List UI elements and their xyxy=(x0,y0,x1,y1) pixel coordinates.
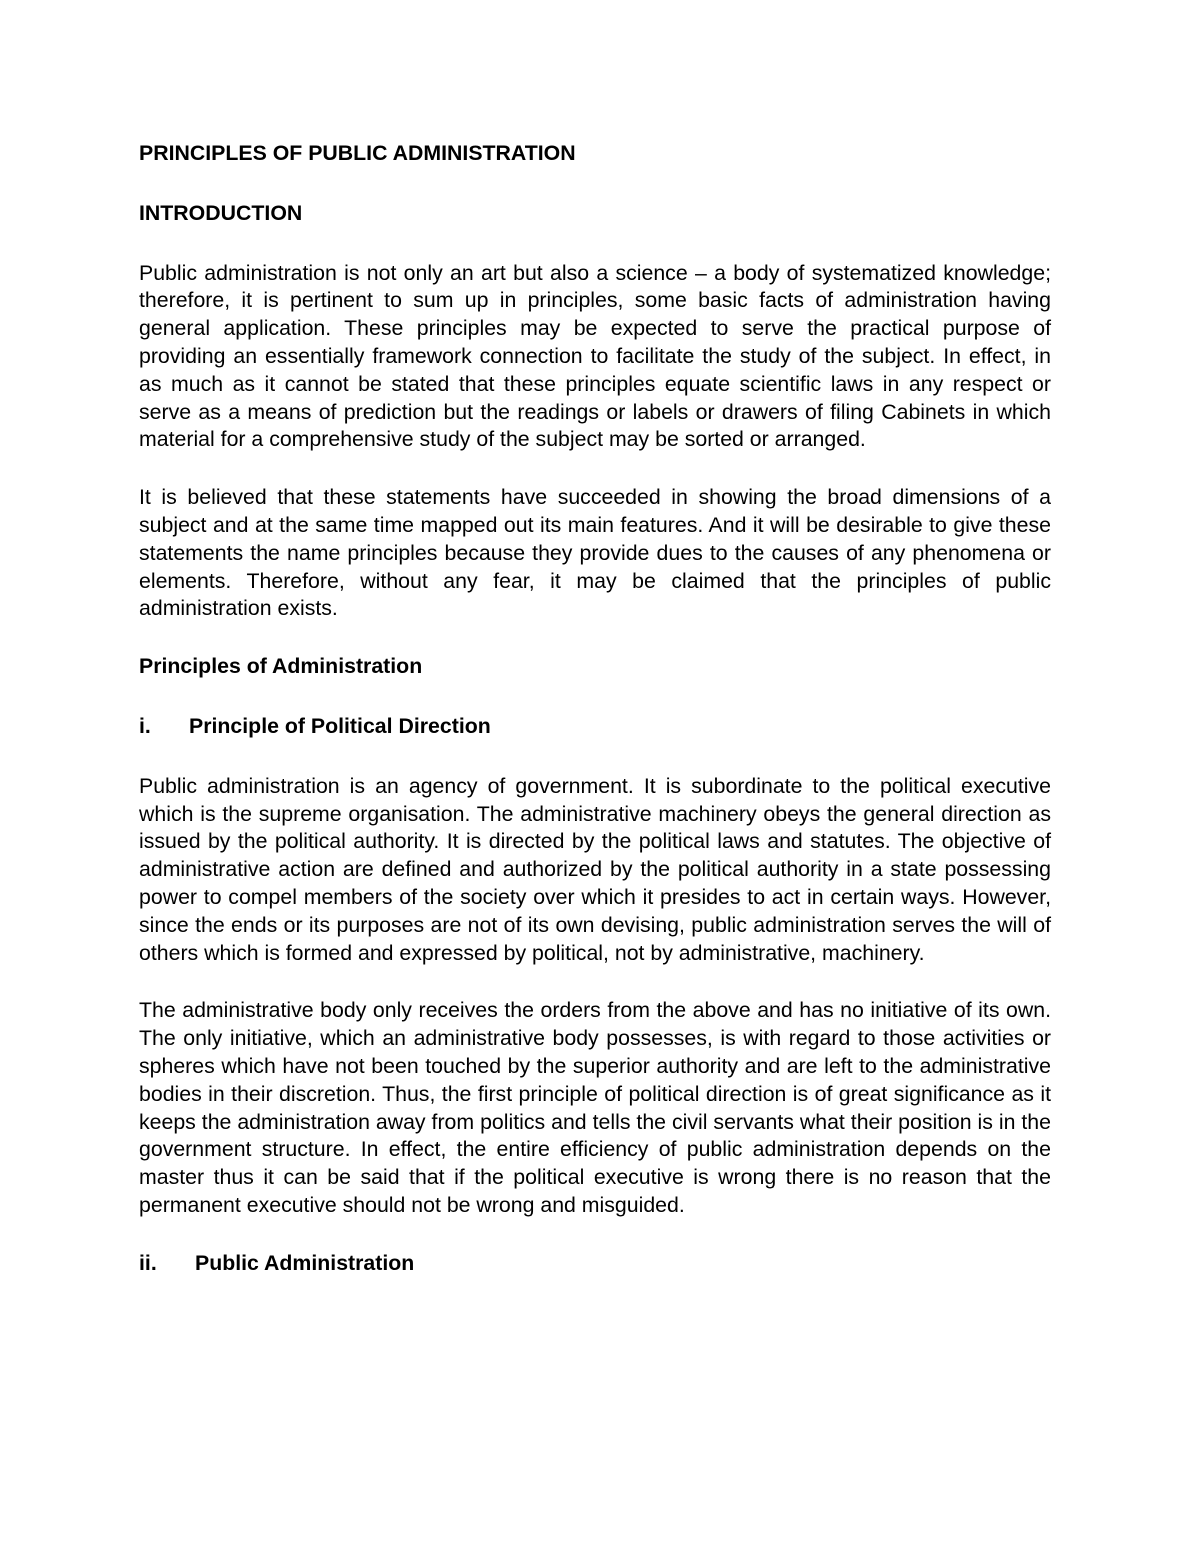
principle-1-paragraph-2: The administrative body only receives the orders from the above and has no initiative of its own. The only initiative, which an administrative body possesses, is with regard to those activities or spheres which have not been touched by the superior authority and are left to the administrative bodies in their discretion. Thus, the first principle of political direction is of great significance as it keeps the administration away from politics and tells the civil servants what their position is in the government structure. In effect, the entire efficiency of public administration depends on the master thus it can be said that if the political executive is wrong there is no reason that the permanent executive should not be wrong and misguided. xyxy=(139,998,1051,1217)
document-page xyxy=(139,140,1051,1278)
principle-1-paragraph-1: Public administration is an agency of government. It is subordinate to the political executive which is the supreme organisation. The administrative machinery obeys the general direction as issued by the political authority. It is directed by the political laws and statutes. The objective of administrative action are defined and authorized by the political authority in a state possessing power to compel members of the society over which it presides to act in certain ways. However, since the ends or its purposes are not of its own devising, public administration serves the will of others which is formed and expressed by political, not by administrative, machinery. xyxy=(139,773,1051,965)
principle-1-heading xyxy=(139,713,1051,741)
intro-paragraph-1: Public administration is not only an art but also a science – a body of systematized knowledge; therefore, it is pertinent to sum up in principles, some basic facts of administration having general application. These principles may be expected to serve the practical purpose of providing an essentially framework connection to facilitate the study of the subject. In effect, in as much as it cannot be stated that these principles equate scientific laws in any respect or serve as a means of prediction but the readings or labels or drawers of filing Cabinets in which material for a comprehensive study of the subject may be sorted or arranged. xyxy=(139,260,1051,452)
principle-1-number: i. xyxy=(139,713,151,738)
intro-paragraph-2: It is believed that these statements have succeeded in showing the broad dimensions of a subject and at the same time mapped out its main features. And it will be desirable to give these statements the name principles because they provide dues to the causes of any phenomena or elements. Therefore, without any fear, it may be claimed that the principles of public administration exists. xyxy=(139,485,1051,621)
document-title: PRINCIPLES OF PUBLIC ADMINISTRATION xyxy=(139,141,576,165)
introduction-heading: INTRODUCTION xyxy=(139,200,303,225)
principle-1-title: Principle of Political Direction xyxy=(189,713,491,738)
principle-2-title: Public Administration xyxy=(195,1250,415,1275)
section-heading: Principles of Administration xyxy=(139,654,423,679)
principle-2-heading xyxy=(139,1250,1051,1278)
principle-2-number: ii. xyxy=(139,1250,157,1275)
